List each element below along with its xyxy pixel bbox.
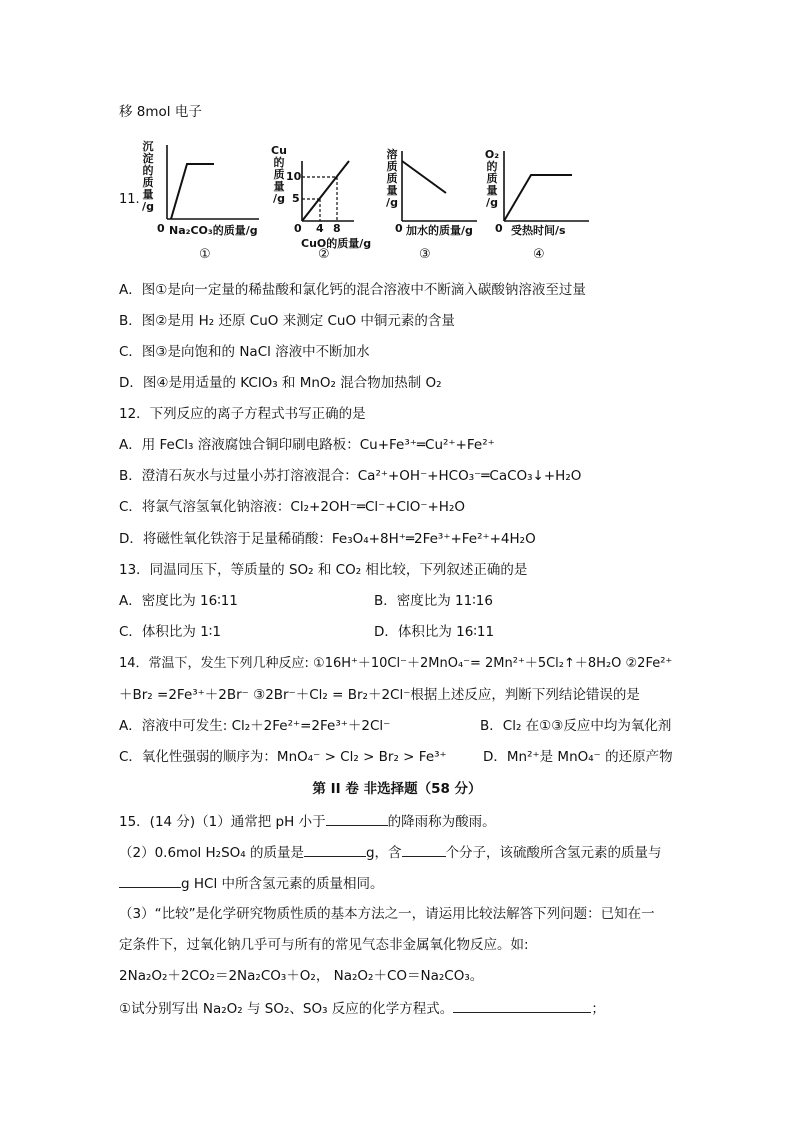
graph1-xlabel: Na₂CO₃的质量/g <box>169 224 258 237</box>
section-title: 第 II 卷 非选择题（58 分） <box>312 781 482 797</box>
q15-line7: ①试分别写出 Na₂O₂ 与 SO₂、SO₃ 反应的化学方程式。 ； <box>119 998 605 1018</box>
q11-number: 11. <box>119 192 140 207</box>
graph1-ylabel: 沉 淀 的 质 量 /g <box>142 140 154 213</box>
graph4-ylabel: O₂ 的 质 量 /g <box>484 148 500 209</box>
q11-option-d: D．图④是用适量的 KClO₃ 和 MnO₂ 混合物加热制 O₂ <box>119 375 442 391</box>
q14-option-d: D．Mn²⁺是 MnO₄⁻ 的还原产物 <box>483 749 673 765</box>
q13-option-a: A．密度比为 16∶11 <box>119 593 238 609</box>
q15-line2: （2）0.6mol H₂SO₄ 的质量是 g，含 个分子，该硫酸所含氢元素的质量与 <box>119 842 662 862</box>
q11-option-c: C．图③是向饱和的 NaCl 溶液中不断加水 <box>119 344 370 360</box>
q11-figures <box>119 139 609 265</box>
graph3-origin: 0 <box>395 222 403 235</box>
graph2-ytick-10: 10 <box>286 170 302 183</box>
q14-option-c: C．氧化性强弱的顺序为：MnO₄⁻ > Cl₂ > Br₂ > Fe³⁺ <box>119 749 447 765</box>
graph3-circle: ③ <box>419 247 431 262</box>
graph2-xlabel: CuO的质量/g <box>301 237 372 250</box>
q12-stem: 12．下列反应的离子方程式书写正确的是 <box>119 406 366 422</box>
q15-line4: （3）“比较”是化学研究物质性质的基本方法之一，请运用比较法解答下列问题：已知在一 <box>119 906 655 922</box>
q12-option-c: C．将氯气溶氢氧化钠溶液：Cl₂+2OH⁻═Cl⁻+ClO⁻+H₂O <box>119 499 465 515</box>
q15-ph-blank[interactable] <box>326 811 388 826</box>
q15-line1: 15．(14 分)（1）通常把 pH 小于 的降雨称为酸雨。 <box>119 811 496 831</box>
graph2-xtick-8: 8 <box>333 222 341 235</box>
q14-stem-line2: ＋Br₂ =2Fe³⁺＋2Br⁻ ③2Br⁻＋Cl₂ = Br₂＋2Cl⁻根据上述反应，判断下列结论错误的是 <box>119 687 640 703</box>
graph2-xtick-4: 4 <box>316 222 324 235</box>
q11-option-a: A．图①是向一定量的稀盐酸和氯化钙的混合溶液中不断滴入碳酸钠溶液至过量 <box>119 282 586 298</box>
q13-option-b: B．密度比为 11∶16 <box>374 593 493 609</box>
q13-option-c: C．体积比为 1∶1 <box>119 624 221 640</box>
q13-option-d: D．体积比为 16∶11 <box>374 624 495 640</box>
q15-molecule-blank[interactable] <box>402 842 446 857</box>
q14-option-b: B．Cl₂ 在①③反应中均为氧化剂 <box>480 718 672 734</box>
q12-option-d: D．将磁性氧化铁溶于足量稀硝酸：Fe₃O₄+8H⁺═2Fe³⁺+Fe²⁺+4H₂O <box>119 531 536 547</box>
graph2-ylabel: Cu 的 质 量 /g <box>271 144 287 205</box>
q12-option-b: B．澄清石灰水与过量小苏打溶液混合：Ca²⁺+OH⁻+HCO₃⁻═CaCO₃↓+H₂O <box>119 468 582 484</box>
page-top-line: 移 8mol 电子 <box>119 104 202 120</box>
q15-equation-blank[interactable] <box>453 998 591 1013</box>
q15-mass-blank[interactable] <box>304 842 366 857</box>
graph2-ytick-5: 5 <box>292 192 300 205</box>
graph1-circle: ① <box>199 247 211 262</box>
q15-line5: 定条件下，过氧化钠几乎可与所有的常见气态非金属氧化物反应。如: <box>119 937 529 953</box>
q15-line3: g HCl 中所含氢元素的质量相同。 <box>119 873 383 893</box>
q12-option-a: A．用 FeCl₃ 溶液腐蚀合铜印刷电路板：Cu+Fe³⁺═Cu²⁺+Fe²⁺ <box>119 437 495 453</box>
graph2-circle: ② <box>318 247 330 262</box>
graph4-origin: 0 <box>495 222 503 235</box>
q15-line6: 2Na₂O₂＋2CO₂＝2Na₂CO₃＋O₂， Na₂O₂＋CO＝Na₂CO₃。 <box>119 968 484 984</box>
q15-hcl-blank[interactable] <box>119 873 181 888</box>
graph1-origin: 0 <box>157 222 165 235</box>
graph4-circle: ④ <box>533 247 545 262</box>
graph4-xlabel: 受热时间/s <box>511 224 566 237</box>
q14-option-a: A．溶液中可发生: Cl₂＋2Fe²⁺=2Fe³⁺＋2Cl⁻ <box>119 718 391 734</box>
graph2-origin: 0 <box>294 222 302 235</box>
q13-stem: 13．同温同压下，等质量的 SO₂ 和 CO₂ 相比较，下列叙述正确的是 <box>119 562 528 578</box>
q14-stem-line1: 14．常温下，发生下列几种反应: ①16H⁺＋10Cl⁻＋2MnO₄⁻= 2Mn²⁺＋5Cl₂↑＋8H₂O ②2Fe²⁺ <box>119 656 673 671</box>
graph3-xlabel: 加水的质量/g <box>406 224 473 237</box>
graph3-ylabel: 溶 质 质 量 /g <box>386 148 398 209</box>
q11-option-b: B．图②是用 H₂ 还原 CuO 来测定 CuO 中铜元素的含量 <box>119 313 455 329</box>
